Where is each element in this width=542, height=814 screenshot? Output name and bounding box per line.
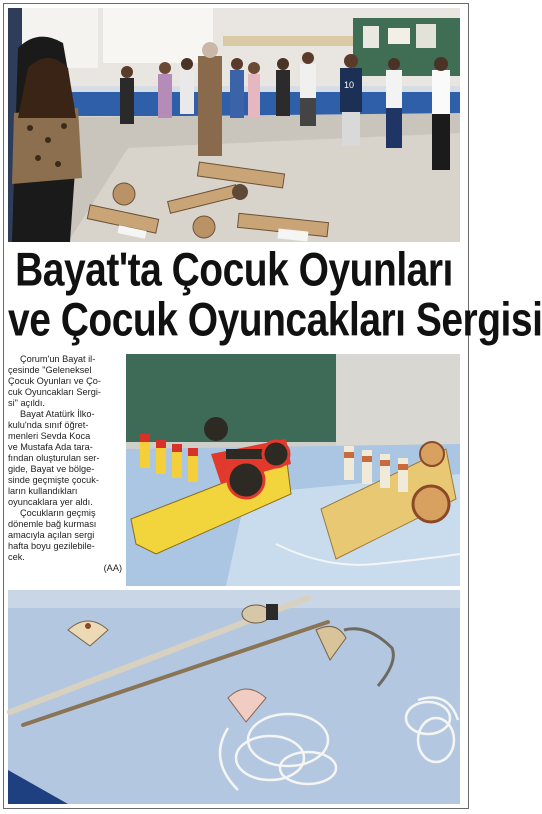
- jersey-number: 10: [344, 80, 355, 90]
- exhibition-classroom-photo: [8, 8, 460, 242]
- headline-line-1: Bayat'ta Çocuk Oyunları: [15, 244, 453, 297]
- article-body: [8, 354, 122, 574]
- article-credit: (AA): [103, 563, 122, 573]
- wooden-toy-carts-photo: [126, 354, 460, 586]
- article-paragraph: Bayat Atatürk İlko- kulu'nda sınıf öğret- menleri Sevda Koca ve Mustafa Ada tara- fından oluşturulan ser- gide, Bayat ve bölge- sinde geçmişte çocuk- ların kullandıkları oyuncaklara yer aldı.: [8, 409, 100, 507]
- article-paragraph: Çocukların geçmiş dönemle bağ kurması amacıyla açılan sergi hafta boyu gezilebile- cek.: [8, 508, 97, 562]
- headline-line-2: ve Çocuk Oyuncakları Sergisi: [8, 294, 542, 347]
- spinning-tops-and-stick-photo: [8, 590, 460, 804]
- article-paragraph: Çorum'un Bayat il- çesinde "Geleneksel Çocuk Oyunları ve Ço- cuk Oyuncakları Sergi- si" açıldı.: [8, 354, 101, 408]
- headline: [8, 244, 542, 347]
